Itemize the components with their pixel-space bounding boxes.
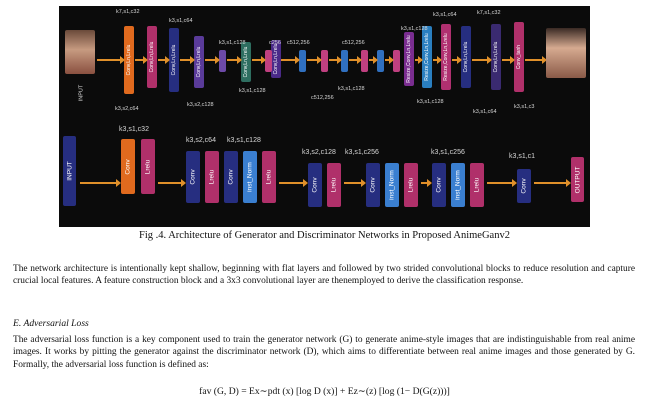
disc-layer-block [121, 139, 135, 194]
gen-top-label: c512,256 [342, 40, 365, 46]
flow-arrow [97, 59, 121, 61]
gen-top-label: k3,s1,c128 [219, 40, 246, 46]
flow-arrow [502, 59, 511, 61]
disc-layer-block [186, 151, 200, 203]
gen-bottom-label: k3,s2,c64 [115, 106, 139, 112]
figure-caption: Fig .4. Architecture of Generator and Discriminator Networks in Proposed AnimeGanv2 [139, 230, 510, 241]
disc-layer-block [141, 139, 155, 194]
flow-arrow [281, 59, 296, 61]
disc-layer-label: Lrelu [208, 169, 216, 185]
input-photo [65, 30, 95, 74]
gen-layer-label: Conv,Ln,Lrelu [273, 43, 279, 75]
flow-arrow [252, 59, 262, 61]
disc-layer-spec: k3,s2,c128 [302, 149, 336, 156]
flow-arrow [344, 182, 362, 184]
disc-layer-label: Conv [435, 177, 443, 193]
disc-layer-label: inst_Norm [454, 170, 462, 200]
flow-arrow [307, 59, 318, 61]
gen-resblock [321, 50, 328, 72]
disc-layer-block [243, 151, 257, 203]
disc-layer-block [432, 163, 446, 207]
disc-layer-block [404, 163, 418, 207]
disc-layer-spec: k3,s1,c256 [345, 149, 379, 156]
gen-bottom-label: k3,s1,c128 [239, 88, 266, 94]
gen-layer-block [147, 26, 157, 88]
flow-arrow [180, 59, 191, 61]
disc-layer-block [205, 151, 219, 203]
gen-layer-block [491, 24, 501, 90]
flow-arrow [135, 59, 144, 61]
disc-layer-block [385, 163, 399, 207]
disc-layer-spec: k3,s1,c128 [227, 137, 261, 144]
flow-arrow [158, 182, 182, 184]
disc-layer-label: inst_Norm [388, 170, 396, 200]
flow-arrow [227, 59, 238, 61]
gen-resblock [299, 50, 306, 72]
gen-top-label: k7,s1,c32 [116, 9, 140, 15]
gen-top-label: c256 [269, 40, 281, 46]
gen-bottom-label: k3,s1,c3 [514, 104, 535, 110]
gen-bottom-label: k3,s1,c128 [338, 86, 365, 92]
disc-layer-spec: k3,s1,c1 [509, 153, 536, 160]
gen-resblock [341, 50, 348, 72]
gen-layer-block [241, 42, 251, 82]
discriminator-diagram [59, 121, 590, 227]
gen-layer-label: Resize,Conv,Ln,Lrelu [406, 35, 412, 83]
gen-resblock [361, 50, 368, 72]
disc-layer-label: Conv [311, 177, 319, 193]
gen-layer-block [169, 28, 179, 92]
disc-layer-label: Conv [189, 169, 197, 185]
disc-layer-label: Conv [124, 158, 132, 175]
paragraph-architecture: The network architecture is intentionally kept shallow, beginning with flat layers and followed by two strided convolutional blocks to reduce resolution and capture crucial local features. A feature construction block and a 3x3 convolutional layer are thenemployed to derive the classification response. [13, 264, 635, 287]
gen-layer-block [194, 36, 204, 88]
disc-layer-label: Lrelu [144, 159, 152, 174]
disc-layer-spec: k3,s1,c32 [119, 126, 149, 133]
flow-arrow [279, 182, 304, 184]
gen-bottom-label: c512,256 [311, 95, 334, 101]
gen-top-label: c512,256 [287, 40, 310, 46]
output-photo [546, 28, 586, 78]
gen-top-label: k3,s1,c128 [401, 26, 428, 32]
disc-layer-block [470, 163, 484, 207]
section-heading: E. Adversarial Loss [13, 318, 89, 329]
paragraph-adversarial: The adversarial loss function is a key component used to train the generator network (G) to generate anime-style images that are indistinguishable from real anime images. It works by pitting the generator against the discriminator network (D), which aims to differentiate between real anime images and those generated by G. Formally, the adversarial loss function is defined as: [13, 335, 635, 370]
flow-arrow [329, 59, 338, 61]
gen-layer-block [124, 26, 134, 94]
disc-layer-block [451, 163, 465, 207]
gen-resblock [393, 50, 400, 72]
generator-diagram [59, 6, 590, 121]
flow-arrow [421, 182, 428, 184]
gen-top-label: k3,s1,c64 [433, 12, 457, 18]
flow-arrow [452, 59, 458, 61]
disc-layer-label: inst_Norm [246, 162, 254, 192]
input-label: INPUT [78, 84, 85, 102]
disc-layer-block [308, 163, 322, 207]
flow-arrow [525, 59, 543, 61]
disc-output-block: OUTPUT [571, 157, 584, 202]
gen-layer-block [514, 22, 524, 92]
flow-arrow [205, 59, 216, 61]
loss-formula: fav (G, D) = Ex∼pdt (x) [log D (x)] + Ez∼(z) [log (1− D(G(z)))] [199, 386, 450, 397]
flow-arrow [433, 59, 438, 61]
disc-layer-block [366, 163, 380, 207]
gen-layer-label: Conv,Ln,Lrelu [196, 46, 202, 78]
flow-arrow [349, 59, 358, 61]
disc-layer-label: Lrelu [473, 177, 481, 193]
gen-layer-label: Conv,Ln,Lrelu [463, 41, 469, 73]
gen-layer-label: Resize,Conv,Ln,Lrelu [424, 33, 430, 81]
gen-bottom-label: k3,s1,c128 [417, 99, 444, 105]
gen-layer-label: Resize,Conv,Ln,Lrelu [443, 33, 449, 81]
gen-resblock [377, 50, 384, 72]
gen-layer-label: Conv_tanh [516, 44, 522, 70]
disc-layer-block [327, 163, 341, 207]
gen-resblock [219, 50, 226, 72]
disc-layer-label: Lrelu [407, 177, 415, 193]
gen-layer-label: Conv,Ln,Lrelu [493, 41, 499, 73]
gen-top-label: k3,s1,c64 [169, 18, 193, 24]
gen-top-label: k7,s1,c32 [477, 10, 501, 16]
disc-layer-block [262, 151, 276, 203]
disc-layer-spec: k3,s2,c64 [186, 137, 216, 144]
flow-arrow [369, 59, 374, 61]
flow-arrow [487, 182, 513, 184]
gen-layer-label: Conv,Ln,Lrelu [149, 41, 155, 73]
gen-layer-block [441, 24, 451, 90]
flow-arrow [472, 59, 488, 61]
gen-layer-label: Conv,Ln,Lrelu [171, 44, 177, 76]
gen-bottom-label: k3,s2,c128 [187, 102, 214, 108]
disc-layer-label: Conv [369, 177, 377, 193]
flow-arrow [80, 182, 117, 184]
disc-layer-block [517, 169, 531, 203]
disc-layer-label: Conv [520, 178, 528, 194]
disc-layer-block [224, 151, 238, 203]
disc-input-block: INPUT [63, 136, 76, 206]
disc-layer-label: Conv [227, 169, 235, 185]
disc-layer-spec: k3,s1,c256 [431, 149, 465, 156]
flow-arrow [385, 59, 390, 61]
gen-layer-label: Conv,Ln,Lrelu [243, 46, 249, 78]
gen-bottom-label: k3,s1,c64 [473, 109, 497, 115]
gen-layer-block [461, 26, 471, 88]
gen-layer-label: Conv,Ln,Lrelu [126, 44, 132, 76]
flow-arrow [534, 182, 567, 184]
gen-layer-block [422, 26, 432, 88]
gen-layer-block [404, 32, 414, 86]
disc-layer-label: Lrelu [330, 177, 338, 193]
disc-layer-label: Lrelu [265, 169, 273, 185]
flow-arrow [158, 59, 166, 61]
gen-resblock [265, 50, 272, 72]
flow-arrow [415, 59, 419, 61]
